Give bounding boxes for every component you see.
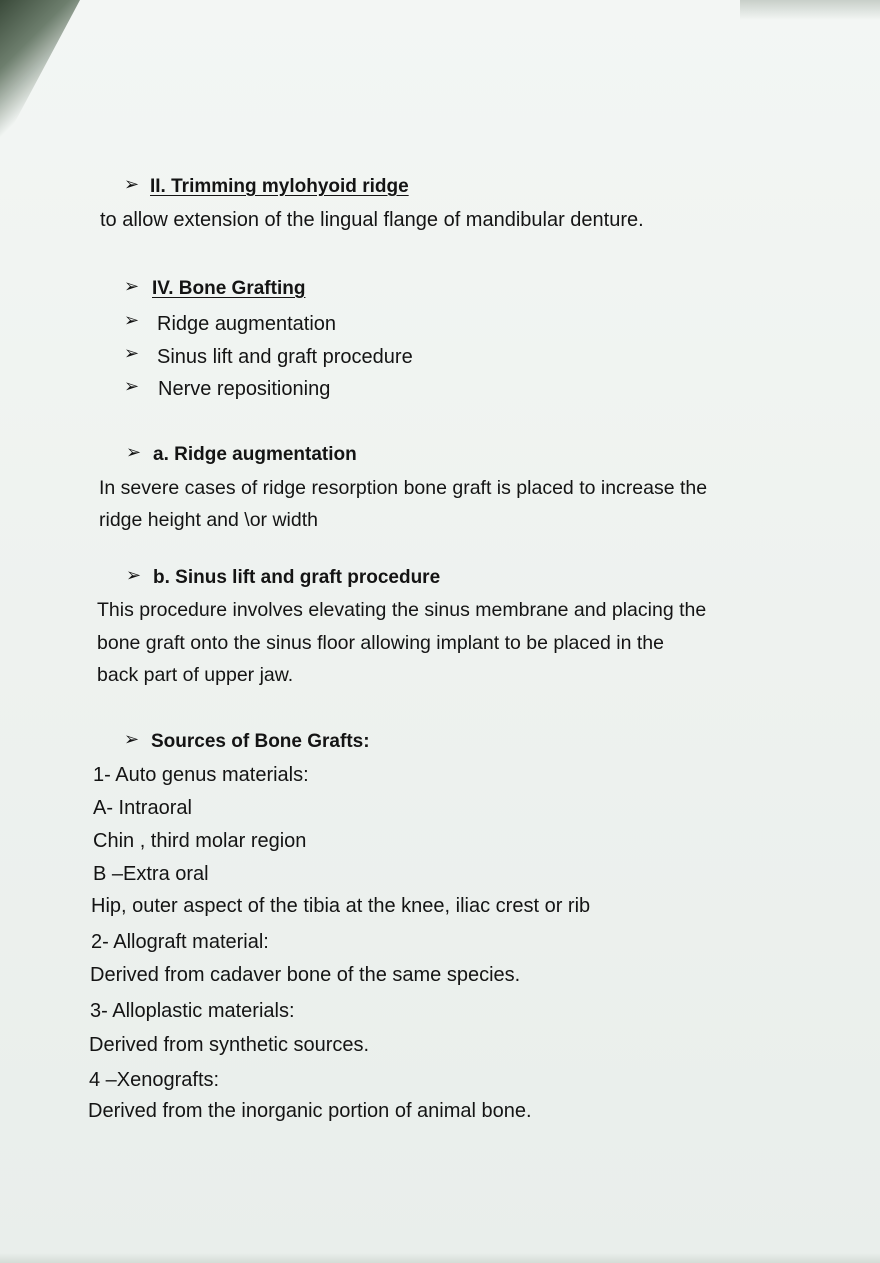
sources-line: Derived from cadaver bone of the same species. [90, 964, 521, 986]
arrow-bullet-icon: ➢ [126, 565, 142, 585]
arrow-bullet-icon: ➢ [124, 276, 140, 296]
heading-bone-grafting: IV. Bone Grafting [152, 278, 306, 299]
sources-line: 4 –Xenografts: [89, 1069, 220, 1091]
sinus-lift-line-2: bone graft onto the sinus floor allowing implant to be placed in the [97, 632, 664, 654]
sources-line: 2- Allograft material: [91, 931, 269, 953]
sources-line: Derived from synthetic sources. [89, 1034, 370, 1056]
sources-line: A- Intraoral [93, 797, 192, 819]
edge-shadow-bottom [0, 1253, 880, 1263]
sources-line: B –Extra oral [93, 863, 209, 885]
arrow-bullet-icon: ➢ [126, 442, 142, 462]
heading-sources-bone-grafts: Sources of Bone Grafts: [151, 731, 370, 752]
list-item: Ridge augmentation [157, 313, 337, 335]
sources-line: 1- Auto genus materials: [93, 764, 309, 786]
ridge-aug-line-1: In severe cases of ridge resorption bone graft is placed to increase the [99, 477, 708, 499]
arrow-bullet-icon: ➢ [124, 729, 140, 749]
arrow-bullet-icon: ➢ [124, 343, 140, 363]
sources-line: Hip, outer aspect of the tibia at the knee, iliac crest or rib [91, 895, 591, 917]
sources-line: Chin , third molar region [93, 830, 307, 852]
sinus-lift-line-3: back part of upper jaw. [97, 664, 294, 686]
heading-trimming-mylohyoid: II. Trimming mylohyoid ridge [150, 176, 409, 197]
arrow-bullet-icon: ➢ [124, 310, 140, 330]
corner-shadow [0, 0, 80, 150]
heading-sinus-lift: b. Sinus lift and graft procedure [153, 567, 441, 588]
list-item: Sinus lift and graft procedure [157, 346, 413, 368]
sources-line: Derived from the inorganic portion of animal bone. [88, 1100, 532, 1122]
sinus-lift-line-1: This procedure involves elevating the sinus membrane and placing the [97, 599, 707, 621]
arrow-bullet-icon: ➢ [124, 376, 140, 396]
ridge-aug-line-2: ridge height and \or width [99, 509, 318, 531]
sources-line: 3- Alloplastic materials: [90, 1000, 295, 1022]
arrow-bullet-icon: ➢ [124, 174, 140, 194]
mylohyoid-body: to allow extension of the lingual flange of mandibular denture. [100, 209, 644, 231]
heading-ridge-augmentation: a. Ridge augmentation [153, 444, 357, 465]
edge-shadow-top [740, 0, 880, 20]
list-item: Nerve repositioning [158, 378, 331, 400]
